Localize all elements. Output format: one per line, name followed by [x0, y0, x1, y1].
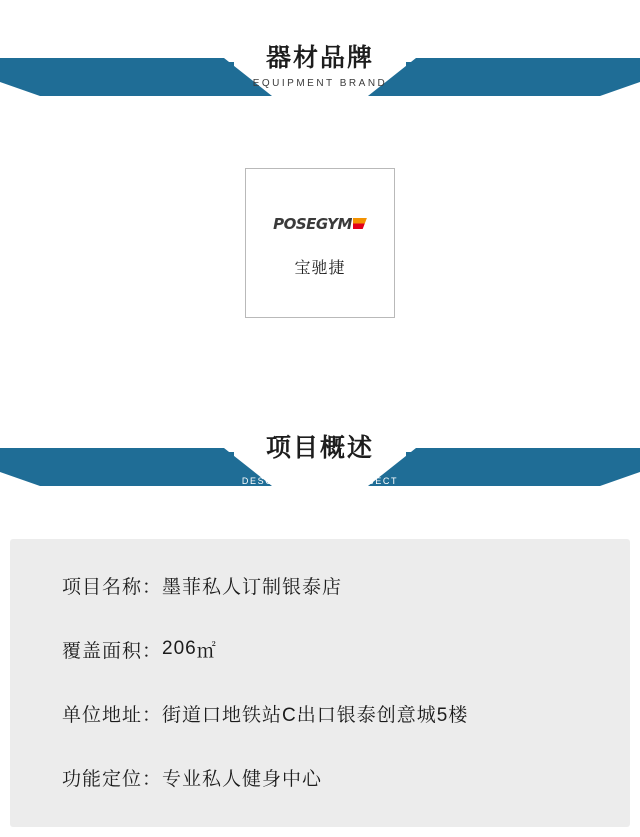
section-banner-project-description	[0, 390, 640, 520]
section-title-en: DESCRIPTION OF PROJECT	[241, 476, 399, 486]
info-value-area-unit: ㎡	[196, 640, 217, 662]
info-value-project-name: 墨菲私人订制银泰店	[162, 576, 343, 598]
info-row	[10, 539, 630, 617]
brand-logo-mark-icon	[353, 218, 367, 229]
info-row	[10, 681, 630, 745]
posegym-logo	[273, 215, 367, 233]
info-value-function: 专业私人健身中心	[162, 768, 323, 790]
brand-name: 宝驰捷	[294, 259, 346, 277]
brand-card-container	[0, 168, 640, 318]
info-row	[10, 617, 630, 681]
info-label-area: 覆盖面积：	[62, 640, 163, 662]
brand-card	[245, 168, 395, 318]
info-label-function: 功能定位：	[62, 768, 163, 790]
section-title-en: EQUIPMENT BRAND	[252, 78, 388, 89]
section-title-cn: 器材品牌	[265, 44, 374, 72]
section-title-cn: 项目概述	[265, 434, 374, 462]
info-label-project-name: 项目名称：	[62, 576, 163, 598]
info-value-address: 街道口地铁站C出口银泰创意城5楼	[162, 704, 469, 726]
info-row	[10, 745, 630, 809]
section-banner-equipment-brand	[0, 0, 640, 130]
project-info-block	[10, 539, 630, 827]
brand-logo-text: POSEGYM	[273, 214, 352, 233]
info-label-address: 单位地址：	[62, 704, 163, 726]
info-value-area: 206	[162, 638, 197, 659]
